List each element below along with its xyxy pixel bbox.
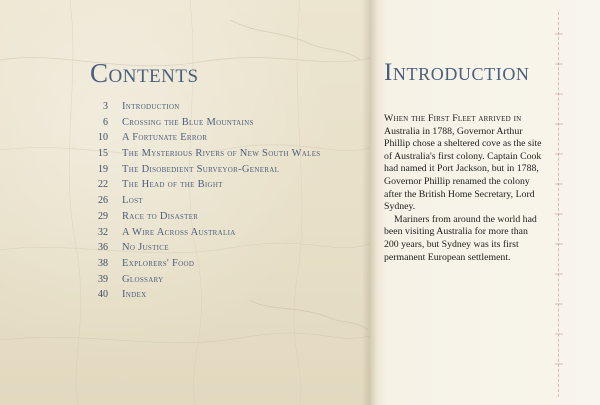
table-of-contents bbox=[84, 101, 354, 305]
introduction-text bbox=[384, 113, 544, 264]
intro-lead-in: When the First Fleet arrived in bbox=[384, 113, 522, 124]
toc-row[interactable] bbox=[84, 132, 354, 148]
toc-chapter-title: Race to Disaster bbox=[122, 210, 199, 222]
toc-row[interactable] bbox=[84, 164, 354, 180]
toc-page-number: 29 bbox=[98, 210, 108, 222]
toc-page-number: 15 bbox=[98, 148, 108, 160]
contents-heading: Contents bbox=[90, 58, 199, 88]
intro-paragraph-1 bbox=[384, 113, 544, 214]
toc-page-number: 39 bbox=[98, 273, 108, 285]
toc-chapter-title: Glossary bbox=[122, 273, 164, 285]
toc-row[interactable] bbox=[84, 289, 354, 305]
toc-row[interactable] bbox=[84, 117, 354, 133]
toc-chapter-title: Crossing the Blue Mountains bbox=[122, 116, 254, 128]
toc-chapter-title: Lost bbox=[122, 195, 143, 207]
book-gutter bbox=[362, 0, 378, 405]
toc-row[interactable] bbox=[84, 227, 354, 243]
toc-chapter-title: The Head of the Bight bbox=[122, 179, 223, 191]
toc-chapter-title: A Wire Across Australia bbox=[122, 226, 236, 238]
toc-chapter-title: Index bbox=[122, 289, 147, 301]
toc-row[interactable] bbox=[84, 101, 354, 117]
toc-page-number: 6 bbox=[103, 116, 108, 128]
toc-page-number: 40 bbox=[98, 289, 108, 301]
toc-chapter-title: The Mysterious Rivers of New South Wales bbox=[122, 148, 321, 160]
toc-chapter-title: A Fortunate Error bbox=[122, 132, 208, 144]
toc-row[interactable] bbox=[84, 211, 354, 227]
toc-row[interactable] bbox=[84, 242, 354, 258]
toc-page-number: 22 bbox=[98, 179, 108, 191]
toc-chapter-title: No Justice bbox=[122, 242, 169, 254]
toc-page-number: 26 bbox=[98, 195, 108, 207]
toc-row[interactable] bbox=[84, 195, 354, 211]
toc-row[interactable] bbox=[84, 258, 354, 274]
toc-chapter-title: Introduction bbox=[122, 101, 180, 112]
toc-page-number: 3 bbox=[103, 101, 108, 112]
toc-chapter-title: The Disobedient Surveyor-General bbox=[122, 163, 280, 175]
toc-row[interactable] bbox=[84, 274, 354, 290]
toc-page-number: 19 bbox=[98, 163, 108, 175]
toc-page-number: 10 bbox=[98, 132, 108, 144]
toc-page-number: 36 bbox=[98, 242, 108, 254]
margin-ticks-decoration bbox=[552, 14, 566, 394]
intro-paragraph-1-text: Australia in 1788, Governor Arthur Phillip chose a sheltered cove as the site of Australia's first colony. Captain Cook had named it Port Jackson, but in 1788, Governor Phillip renamed the colony after the British Home Secretary, Lord Sydney. bbox=[384, 125, 542, 213]
introduction-heading: Introduction bbox=[384, 59, 530, 86]
toc-row[interactable] bbox=[84, 148, 354, 164]
toc-page-number: 32 bbox=[98, 226, 108, 238]
toc-chapter-title: Explorers' Food bbox=[122, 257, 195, 269]
toc-page-number: 38 bbox=[98, 257, 108, 269]
intro-paragraph-2: Mariners from around the world had been visiting Australia for more than 200 years, but Sydney was its first permanent European settlement. bbox=[384, 213, 537, 263]
toc-row[interactable] bbox=[84, 179, 354, 195]
